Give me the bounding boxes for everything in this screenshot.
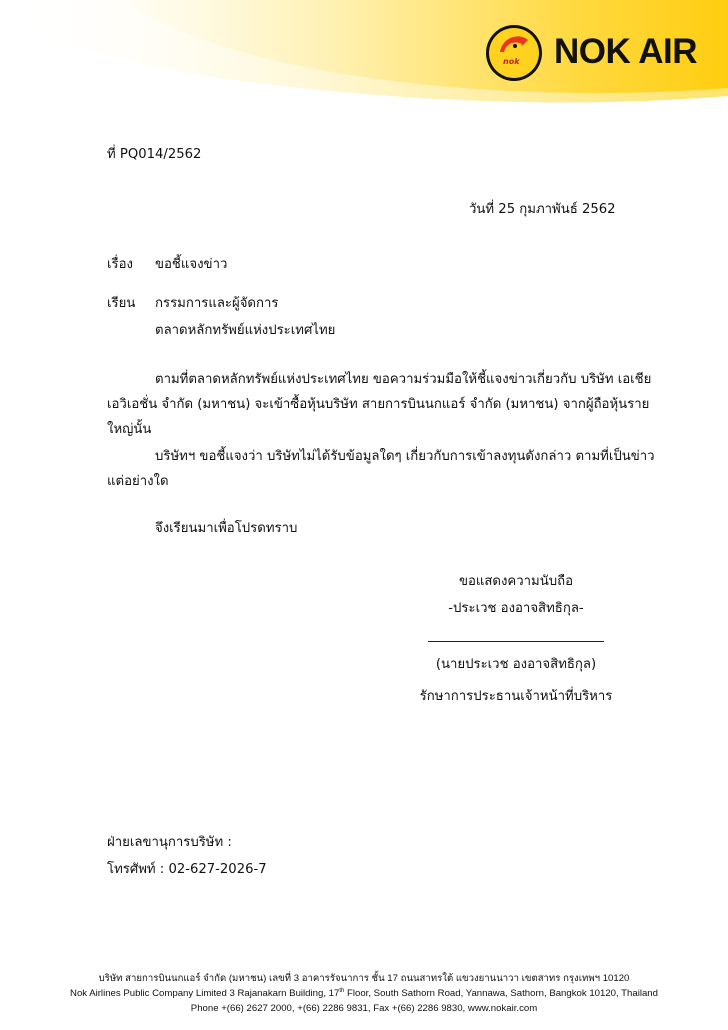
reference-number: ที่ PQ014/2562: [107, 147, 202, 162]
footer-english-address-part-2: Floor, South Sathorn Road, Yannawa, Sathorn, Bangkok 10120, Thailand: [344, 988, 658, 999]
signatory-title: รักษาการประธานเจ้าหน้าที่บริหาร: [419, 689, 613, 704]
recipient-line-2: ตลาดหลักทรัพย์แห่งประเทศไทย: [155, 323, 336, 338]
footer-english-address-ordinal: th: [339, 987, 345, 994]
logo-script-text: nok: [503, 57, 520, 66]
recipient-label: เรียน: [107, 296, 136, 311]
footer-english-address-part-1: Nok Airlines Public Company Limited 3 Rajanakarn Building, 17: [70, 988, 340, 999]
footer-thai-address: บริษัท สายการบินนกแอร์ จำกัด (มหาชน) เลขที่ 3 อาคารรัจนาการ ชั้น 17 ถนนสาทรใต้ แขวงยานนาวา เขตสาทร กรุงเทพฯ 10120: [98, 973, 630, 984]
signature-line: [428, 641, 604, 642]
subject-text: ขอชี้แจงข่าว: [155, 257, 228, 272]
footer-english-address: [0, 986, 728, 1001]
closing-text: จึงเรียนมาเพื่อโปรดทราบ: [155, 521, 298, 536]
body-paragraph-1: ตามที่ตลาดหลักทรัพย์แห่งประเทศไทย ขอความร่วมมือให้ชี้แจงข่าวเกี่ยวกับ บริษัท เอเชีย เอวิเอชั่น จำกัด (มหาชน) จะเข้าซื้อหุ้นบริษัท สายการบินนกแอร์ จำกัด (มหาชน) จากผู้ถือหุ้นรายใหญ่นั้น: [107, 372, 652, 437]
brand-name: NOK AIR: [554, 32, 697, 71]
body-paragraph-2: บริษัทฯ ขอชี้แจงว่า บริษัทไม่ได้รับข้อมูลใดๆ เกี่ยวกับการเข้าลงทุนดังกล่าว ตามที่เป็นข่าวแต่อย่างใด: [107, 449, 655, 489]
footer-contact-line: Phone +(66) 2627 2000, +(66) 2286 9831, Fax +(66) 2286 9830, www.nokair.com: [190, 1003, 538, 1014]
signatory-full-name: (นายประเวช องอาจสิทธิกุล): [435, 657, 597, 672]
contact-phone: โทรศัพท์ : 02-627-2026-7: [107, 862, 267, 877]
regards-text: ขอแสดงความนับถือ: [458, 574, 574, 589]
contact-department: ฝ่ายเลขานุการบริษัท :: [107, 835, 232, 850]
letter-date: วันที่ 25 กุมภาพันธ์ 2562: [469, 202, 616, 217]
signed-name: -ประเวช องอาจสิทธิกุล-: [448, 601, 584, 616]
recipient-line-1: กรรมการและผู้จัดการ: [155, 296, 279, 311]
subject-label: เรื่อง: [107, 257, 133, 272]
